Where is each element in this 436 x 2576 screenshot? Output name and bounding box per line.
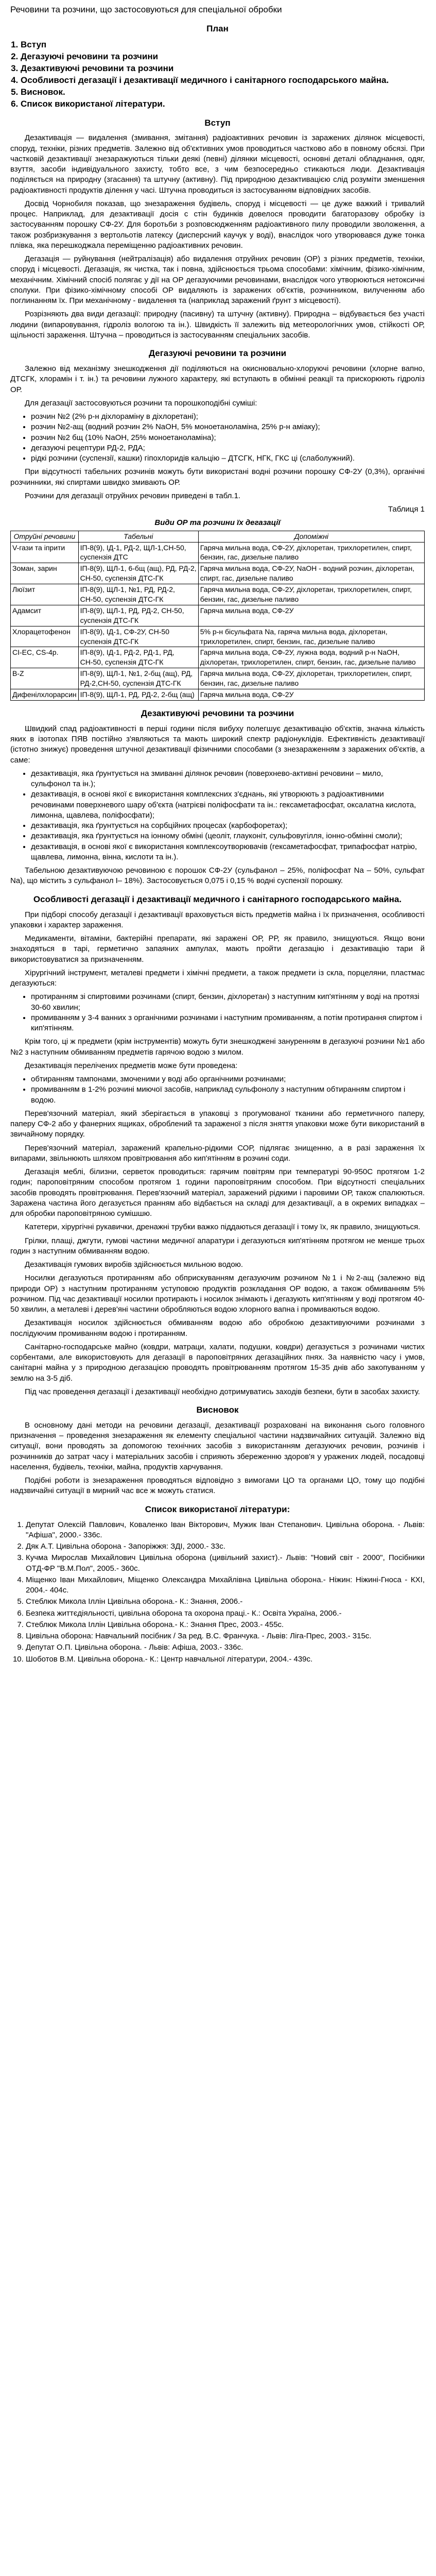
paragraph: Дезактивація — видалення (змивання, змітання) радіоактивних речовин із заражених ділянок місцевості, споруд, техніки, різних предметів. Залежно від об'єктивних умов проводиться частково або в повному обсязі. При частковій дезактивації знезаражуються тільки деякі (певні) ділянки місцевості, основні деталі обладнання, одяг, взуття, засоби індивідуального захисту, тобто все, з чим безпосередньо стикаються люди. Дезактивація поділяється на природну (згасання) та штучну (активну). Під природною дезактивацією слід розуміти зменшення радіоактивності продуктів ділення у часі. Штучна проводиться із застосуванням відповідних засобів. — [10, 133, 425, 195]
paragraph: Під час проведення дегазації і дезактивації необхідно дотримуватись заходів безпеки, бути в засобах захисту. — [25, 1387, 420, 1396]
list-item: • розчин №2-ащ (водний розчин 2% NaOH, 5% моноетаноламіна, 25% р-н аміаку); — [31, 422, 425, 432]
table-cell: В-Z — [11, 668, 79, 689]
plan-item: 5. Висновок. — [21, 87, 425, 98]
reference-item: 1. Депутат Олексій Павлович, Коваленко Іван Вікторович, Мужик Іван Степанович. Цивільна оборона. - Львів: "Афіша", 2000.- 336с. — [26, 1520, 425, 1541]
degas-table — [10, 531, 425, 701]
list-item: • дегазуючі рецептури РД-2, РДА; — [31, 443, 425, 453]
table-row — [11, 689, 425, 700]
refs-heading: Список використаної літератури: — [145, 1504, 290, 1514]
reference-item: 4. Міщенко Іван Михайлович, Міщенко Олександра Михайлівна Цивільна оборона.- Ніжин: Ніжині-Гноса - КХІ, 2004.- 404с. — [26, 1575, 425, 1596]
table-cell: Гаряча мильна вода, СФ-2У, лужна вода, водний р-н NaOH, діхлоретан, трихлоретилен, спирт, бензин, гас, дизельне паливо — [198, 647, 424, 668]
paragraph: Перев'язочний матеріал, заражений крапельно-рідкими СОР, підлягає знищенню, а в разі зараження їх випарами, звільнюють шляхом провітрювання або кип'ятінням в розчині соди. — [10, 1143, 425, 1163]
deact-heading: Дезактивуючі речовини та розчини — [141, 708, 294, 718]
special-list-1 — [10, 992, 425, 1033]
table-cell: ІП-8(9), ІД-1, СФ-2У, СН-50 суспензія ДТС-ГК — [78, 626, 198, 647]
table-cell: ІП-8(9), ЩЛ-1, 6-бщ (ащ), РД, РД-2, СН-50, суспензія ДТС-ГК — [78, 563, 198, 584]
table-row — [11, 647, 425, 668]
plan-item: 4. Особливості дегазації і дезактивації медичного і санітарного господарського майна. — [21, 75, 425, 87]
paragraph: При підборі способу дегазації і дезактивації враховується вість предметів майна і їх призначення, особливості упаковки і характер зараження. — [10, 910, 425, 929]
paragraph: В основному дані методи на речовини дегазації, дезактивації розраховані на виконання сього головного призначення – проведення знезараження як елементу спеціальної частини надзвичайних ситуацій. Залежно від ситуації, вони проводять за допомогою технічних засобів з використанням дегазуючих речовин, розчинів і розчинників до затрат часу і матеріальних засобів і сприяють збереженню здоров'я у уражених людей, посадовці населення, будівель, техніки, майна, продуктів харчування. — [10, 1420, 425, 1471]
table-cell: Зоман, зарин — [11, 563, 79, 584]
list-item: • дезактивація, яка ґрунтується на сорбційних процесах (карбофоретах); — [31, 821, 425, 831]
plan-item: 6. Список використаної літератури. — [21, 98, 425, 110]
reference-item: 9. Депутат О.П. Цивільна оборона. - Львів: Афіша, 2003.- 336с. — [26, 1642, 425, 1653]
plan-item: 1. Вступ — [21, 39, 425, 51]
plan-item: 3. Дезактивуючі речовини та розчини — [21, 63, 425, 75]
list-item: • дезактивація, в основі якої є використання комплексоутворювачів (гексаметафосфат, трипафосфат натрію, щавлева, лимонна, вінна, кислоти та ін.). — [31, 842, 425, 863]
reference-item: 3. Кучма Мирослав Михайлович Цивільна оборона (цивільний захист).- Львів: "Новий світ - 2000", Посібники ОТД-ФР "В.М.Пол", 2005.- 360с. — [26, 1553, 425, 1574]
paragraph: Носилки дегазуються протиранням або обприскуванням дегазуючим розчином №1 і №2-ащ (залежно від природи ОР) з наступним протиранням уступовою продуктів розкладання ОР водою, а також обмиванням 5% розчином. Під час дезактивації носилки протирають і носилок знімають і дегазують кип'ятінням у воді протягом 40-50 хвилин, а металеві і дерев'яні частини обробляються водою хлорного вапна і промиваються водою. — [10, 1274, 425, 1314]
paragraph: Розчини для дегазації отруйних речовин приведені в табл.1. — [25, 491, 241, 500]
paragraph: Грілки, плащі, джгути, гумові частини медичної апаратури і дегазуються кип'ятінням протягом не менше трьох годин з наступним обмиванням водою. — [10, 1236, 425, 1256]
paragraph: Дезактивація перелічених предметів може бути проведена: — [25, 1061, 238, 1070]
table-header-row — [11, 531, 425, 542]
list-item: • рідкі розчини (суспензії, кашки) гіпохлоридів кальцію – ДТСГК, НГК, ГКС ці (слаболужний). — [31, 453, 425, 464]
table-cell: Гаряча мильна вода, СФ-2У — [198, 605, 424, 626]
degas-list — [10, 412, 425, 464]
paragraph: Хірургічний інструмент, металеві предмети і хімічні предмети, а також предмети із скла, порцеляни, пластмас дегазуються: — [10, 968, 425, 988]
table-cell: ІП-8(9), ЩЛ-1, №1, 2-бщ (ащ), РД, РД-2,СН-50, суспензія ДТС-ГК — [78, 668, 198, 689]
plan-heading: План — [206, 23, 229, 33]
table-cell: ІП-8(9), ІД-1, РД-2, ЩЛ-1,СН-50, суспензія ДТС — [78, 542, 198, 563]
table-cell: Гаряча мильна вода, СФ-2У, діхлоретан, трихлоретилен, спирт, бензин, гас, дизельне паливо — [198, 584, 424, 605]
reference-item: 5. Стеблюк Микола Іллін Цивільна оборона.- К.: Знання, 2006.- — [26, 1597, 425, 1607]
reference-item: 7. Стеблюк Микола Іллін Цивільна оборона.- К.: Знання Прес, 2003.- 455с. — [26, 1620, 425, 1630]
conclusion-heading: Висновок — [196, 1405, 239, 1415]
table-cell: CI-EC, CS-4р. — [11, 647, 79, 668]
special-heading: Особливості дегазації і дезактивації медичного і санітарного господарського майна. — [33, 894, 402, 904]
reference-item: 6. Безпека життєдіяльності, цивільна оборона та охорона праці.- К.: Освіта Україна, 2006.- — [26, 1608, 425, 1619]
table-cell: Адамсит — [11, 605, 79, 626]
paragraph: Санітарно-господарське майно (ковдри, матраци, халати, подушки, ковдри) дегазується з розчинами чистих сорбентами, але використовують для дегазації в пароповітряних дегазаційних пнях. За наявністю часу і умов, санітарні майна у з природною дегазацією проводять провітрюванням протягом 15-35 днів або закопуванням у землю на 3-5 діб. — [10, 1342, 425, 1383]
table-cell: Хлорацетофенон — [11, 626, 79, 647]
table-cell: Гаряча мильна вода, СФ-2У, діхлоретан, трихлоретилен, спирт, бензин, гас, дизельне паливо — [198, 542, 424, 563]
reference-item: 10. Шоботов В.М. Цивільна оборона.- К.: Центр навчальної літератури, 2004.- 439с. — [26, 1654, 425, 1665]
table-cell: Люїзит — [11, 584, 79, 605]
table-cell: ІП-8(9), ЩЛ-1, РД, РД-2, СН-50, суспензія ДТС-ГК — [78, 605, 198, 626]
list-item: • розчин №2 (2% р-н діхлораміну в діхлоретані); — [31, 412, 425, 422]
paragraph: Крім того, ці ж предмети (крім інструментів) можуть бути знешкоджені зануренням в дегазуючі розчини №1 або №2 з наступним обмиванням предметів гарячою водою з милом. — [10, 1037, 425, 1057]
table-row — [11, 605, 425, 626]
table-cell: V-гази та іприти — [11, 542, 79, 563]
paragraph: Дезактивація носилок здійснюється обмиванням водою або обробкою дезактивуючими розчинами з послідуючим промиванням водою і протиранням. — [10, 1318, 425, 1338]
references-list — [10, 1520, 425, 1665]
table-cell: ІП-8(9), ЩЛ-1, РД, РД-2, 2-бщ (ащ) — [78, 689, 198, 700]
paragraph: Катетери, хірургічні рукавички, дренажні трубки важко піддаються дегазації і тому їх, як правило, знищуються. — [25, 1223, 421, 1232]
list-item: • промиванням в 1-2% розчині миючої засобів, наприклад сульфонолу з наступним обтиранням спиртом і водою. — [31, 1084, 425, 1106]
list-item: • дезактивація, яка ґрунтується на змиванні ділянок речовин (поверхнево-активні речовини – мило, сульфонол та ін.); — [31, 769, 425, 790]
degas-heading: Дегазуючі речовини та розчини — [148, 348, 287, 359]
paragraph: Медикаменти, вітаміни, бактерійні препарати, які заражені ОР, РР, як правило, знищуються. Якщо вони знаходяться в тарі, герметично запаяних ампулах, мають пройти дегазацію і дезактивацію тари й використовуватися за призначенням. — [10, 934, 425, 964]
list-item: • протиранням зі спиртовими розчинами (спирт, бензин, діхлоретан) з наступним кип'ятінням у воді на протязі 30-60 хвилин; — [31, 992, 425, 1013]
table-row — [11, 542, 425, 563]
paragraph: Дегазація меблі, білизни, серветок проводиться: гарячим повітрям при температурі 90-950С протягом 1-2 годин; пароповітряним способом протягом 1 години пароповітряним способом. При відсутності спеціальних засобів проводять провітрювання. Перев'язочний матеріал, заражений рідкими і паровими ОР, також спалюються. Заражена частина його дегазується пранням або відбається на складі для дезактивації, а в окремих випадках – для обробки пароповітряною сумішшю. — [10, 1167, 425, 1218]
special-list-2 — [10, 1074, 425, 1106]
paragraph: При відсутності табельних розчинів можуть бути використані водні розчини порошку СФ-2У (0,3%), органічні розчинники, які спиртами швидко змивають ОР. — [10, 467, 425, 487]
list-item: • дезактивація, в основі якої є використання комплексних з'єднань, які утворюють з радіоактивними речовинами поверхневого шару об'єкта (натрієві поліфосфати та ін.: гексаметафосфат, оксалатна кислота, лимонна, щавлева, поліфосфати); — [31, 789, 425, 821]
table-cell: Дифенілхлорарсин — [11, 689, 79, 700]
table-cell: Гаряча мильна вода, СФ-2У — [198, 689, 424, 700]
table-row — [11, 563, 425, 584]
table-cell: Гаряча мильна вода, СФ-2У, NaOH - водний розчин, діхлоретан, спирт, гас, дизельне паливо — [198, 563, 424, 584]
paragraph: Перев'язочний матеріал, який зберігається в упаковці з прогумованої тканини або герметичного паперу, паперу СФ-2 або у фанерних ящиках, оброблений та зараженої з після зняття упаковки може бути використаний в звичайному порядку. — [10, 1109, 425, 1139]
list-item: • розчин №2 бщ (10% NaOH, 25% моноетаноламіна); — [31, 433, 425, 443]
reference-item: 8. Цивільна оборона: Навчальний посібник / За ред. В.С. Франчука. - Львів: Ліга-Прес, 2003.- 315с. — [26, 1631, 425, 1641]
plan-item: 2. Дегазуючі речовини та розчини — [21, 51, 425, 63]
table-cell: Гаряча мильна вода, СФ-2У, діхлоретан, трихлоретилен, спирт, бензин, гас, дизельне паливо — [198, 668, 424, 689]
table-cell: 5% р-н бісульфата Na, гаряча мильна вода, діхлоретан, трихлоретилен, спирт, бензин, гас, дизельне паливо — [198, 626, 424, 647]
deact-list — [10, 769, 425, 862]
table-cell: ІП-8(9), ЩЛ-1, №1, РД, РД-2, СН-50, суспензія ДТС-ГК — [78, 584, 198, 605]
list-item: • промиванням у 3-4 ванних з органічними розчинами і наступним промиванням, а потім протирання спиртом і кип'ятінням. — [31, 1013, 425, 1034]
intro-heading: Вступ — [204, 117, 231, 128]
table-caption: Види ОР та розчини їх дегазації — [154, 518, 281, 528]
paragraph: Дезактивація гумових виробів здійснюється мильною водою. — [25, 1260, 243, 1269]
table-header: Табельні — [78, 531, 198, 542]
paragraph: Залежно від механізму знешкодження дії поділяються на окиснювально-хлоруючі речовини (хлорне вапно, ДТСГК, хлорамін і т. ін.) та речовини лужного характеру, які вступають в обмінні реакції та прискорюють гідроліз ОР. — [10, 364, 425, 394]
table-row — [11, 584, 425, 605]
table-header: Допоміжні — [198, 531, 424, 542]
paragraph: Дегазація — руйнування (нейтралізація) або видалення отруйних речовин (ОР) з різних предметів, техніки, споруд і місцевості. Дегазація, як чистка, так і повна, здійснюється трьома способами: хімічним, фізико-хімічним, механічним. Хімічний спосіб полягає у дії на ОР дегазуючими речовинами, внаслідок чого утворюються нетоксичні сполуки. При фізико-хімічному способі ОР видаляють із заражених об'єктів, розчинником, вилученням або поглинанням їх. При механічному - видалення та (наприклад заражений ґрунт з місцевості). — [10, 255, 425, 306]
list-item: • обтиранням тампонами, змоченими у воді або органічними розчинами; — [31, 1074, 425, 1084]
paragraph: Для дегазації застосовуються розчини та порошкоподібні суміші: — [25, 398, 257, 408]
paragraph: Подібні роботи із знезараження проводяться відповідно з вимогами ЦО та органами ЦО, тому що подібні надзвичайні ситуації в мирний час все ж можуть статися. — [10, 1476, 425, 1496]
paragraph: Табельною дезактивуючою речовиною є порошок СФ-2У (сульфанол – 25%, поліфосфат Na – 50%, сульфат Na), що містить з сульфанол І– 18%). Застосовується 0,075 і 0,15 % водні суспензії порошку. — [10, 866, 425, 886]
table-row — [11, 668, 425, 689]
table-cell: ІП-8(9), ІД-1, РД-2, РД-1, РД, СН-50, суспензія ДТС-ГК — [78, 647, 198, 668]
table-row — [11, 626, 425, 647]
plan-list — [10, 39, 425, 110]
paragraph: Досвід Чорнобиля показав, що знезараження будівель, споруд і місцевості — це дуже важкий і тривалий процес. Наприклад, для дезактивації досія с стін будинків довелося проводити багаторазову обробку із застосуванням порошку СФ-2У. Для боротьби з розповсюдженням радіоактивного пилу проводили зволоження, а також розбризкування з вертольотів латексу (дисперсний каучук у воді), внаслідок чого утворювався дуже тонка плівка, яка перешкоджала переміщенню радіоактивних речовин. — [10, 199, 425, 250]
paragraph: Розрізняють два види дегазації: природну (пасивну) та штучну (активну). Природна – відбувається без участі людини (випаровування, гідроліз вологою та ін.). Швидкість її залежить від метеорологічних умов, стійкості ОР, щільності зараження. Штучна – проводиться із застосуванням спеціальних засобів. — [10, 310, 425, 340]
list-item: • дезактивація, яка ґрунтується на іонному обміні (цеоліт, глауконіт, сульфовугілля, іонно-обмінні смоли); — [31, 831, 425, 841]
reference-item: 2. Дяк А.Т. Цивільна оборона - Запоріжжя: ЗДІ, 2000.- 33с. — [26, 1541, 425, 1552]
document-title: Речовини та розчини, що застосовуються для спеціальної обробки — [10, 5, 282, 14]
table-label: Таблиця 1 — [388, 505, 425, 514]
paragraph: Швидкий спад радіоактивності в перші години після вибуху полегшує дезактивацію об'єктів, значна кількість яких в ізотопах ПЯВ постійно з'являються та мають широкий спектр радіонуклідів. Ефективність дезактивації (істотно знижує) проведення штучної дезактивації фізичними способами (з знезараженням з заражених об'єктів, а саме: — [10, 724, 425, 765]
table-header: Отруйні речовини — [11, 531, 79, 542]
